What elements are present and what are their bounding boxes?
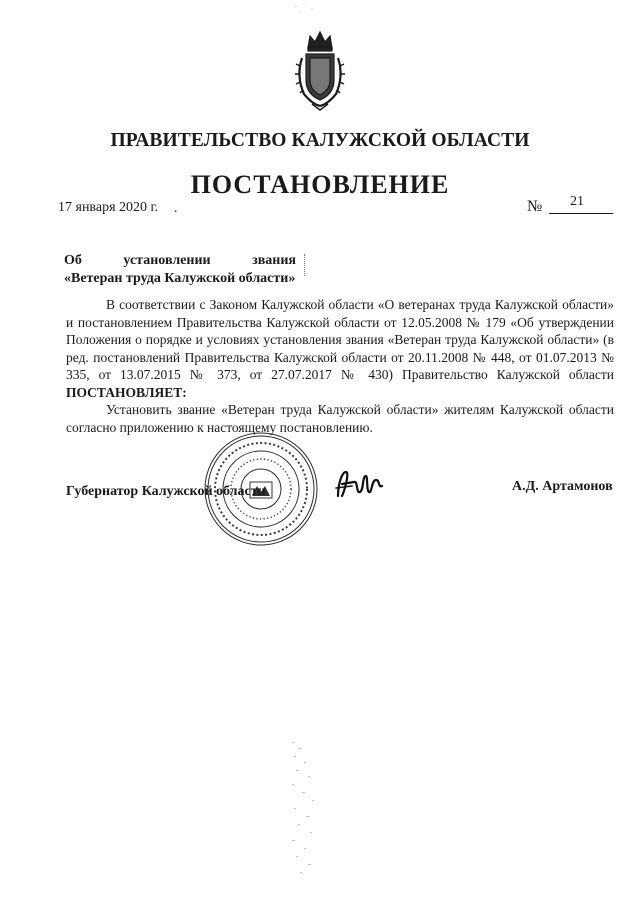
document-date: 17 января 2020 г. xyxy=(58,200,159,215)
scan-margin-marks xyxy=(286,740,326,880)
subject-word-3: звания xyxy=(252,253,296,268)
document-body xyxy=(66,296,614,436)
date-trailing-dot: . xyxy=(174,201,178,216)
document-number: 21 xyxy=(570,194,584,209)
document-type-title: ПОСТАНОВЛЕНИЕ xyxy=(190,170,450,199)
coat-of-arms-icon xyxy=(288,28,352,112)
signer-position: Губернатор Калужской области xyxy=(66,484,266,499)
subject-word-2: установлении xyxy=(123,253,211,268)
body-paragraph-1 xyxy=(66,296,614,401)
body-paragraph-1-text: В соответствии с Законом Калужской области «О ветеранах труда Калужской области» и постановлением Правительства Калужской области от 12.05.2008 № 179 «Об утверждении Положения о порядке и условиях установления звания «Ветеран труда Калужской области» (в ред. постановлений Правительства Калужской области от 20.11.2008 № 448, от 01.07.2013 № 335, от 13.07.2015 № 373, от 27.07.2017 № 430) Правительство Калужской области xyxy=(66,297,614,382)
decree-keyword: ПОСТАНОВЛЯЕТ: xyxy=(66,384,187,400)
subject-line-2: «Ветеран труда Калужской области» xyxy=(64,271,296,286)
signer-name: А.Д. Артамонов xyxy=(512,479,613,494)
subject-bracket-mark xyxy=(296,254,305,276)
document-subject xyxy=(64,252,296,288)
document-number-label: № xyxy=(527,198,543,215)
subject-word-1: Об xyxy=(64,253,82,268)
government-title: ПРАВИТЕЛЬСТВО КАЛУЖСКОЙ ОБЛАСТИ xyxy=(110,130,530,151)
scan-noise-marks xyxy=(290,0,330,20)
body-paragraph-2: Установить звание «Ветеран труда Калужской области» жителям Калужской области согласно приложению к настоящему постановлению. xyxy=(66,402,614,435)
document-number-underline xyxy=(549,213,613,214)
handwritten-signature-icon xyxy=(334,466,386,502)
